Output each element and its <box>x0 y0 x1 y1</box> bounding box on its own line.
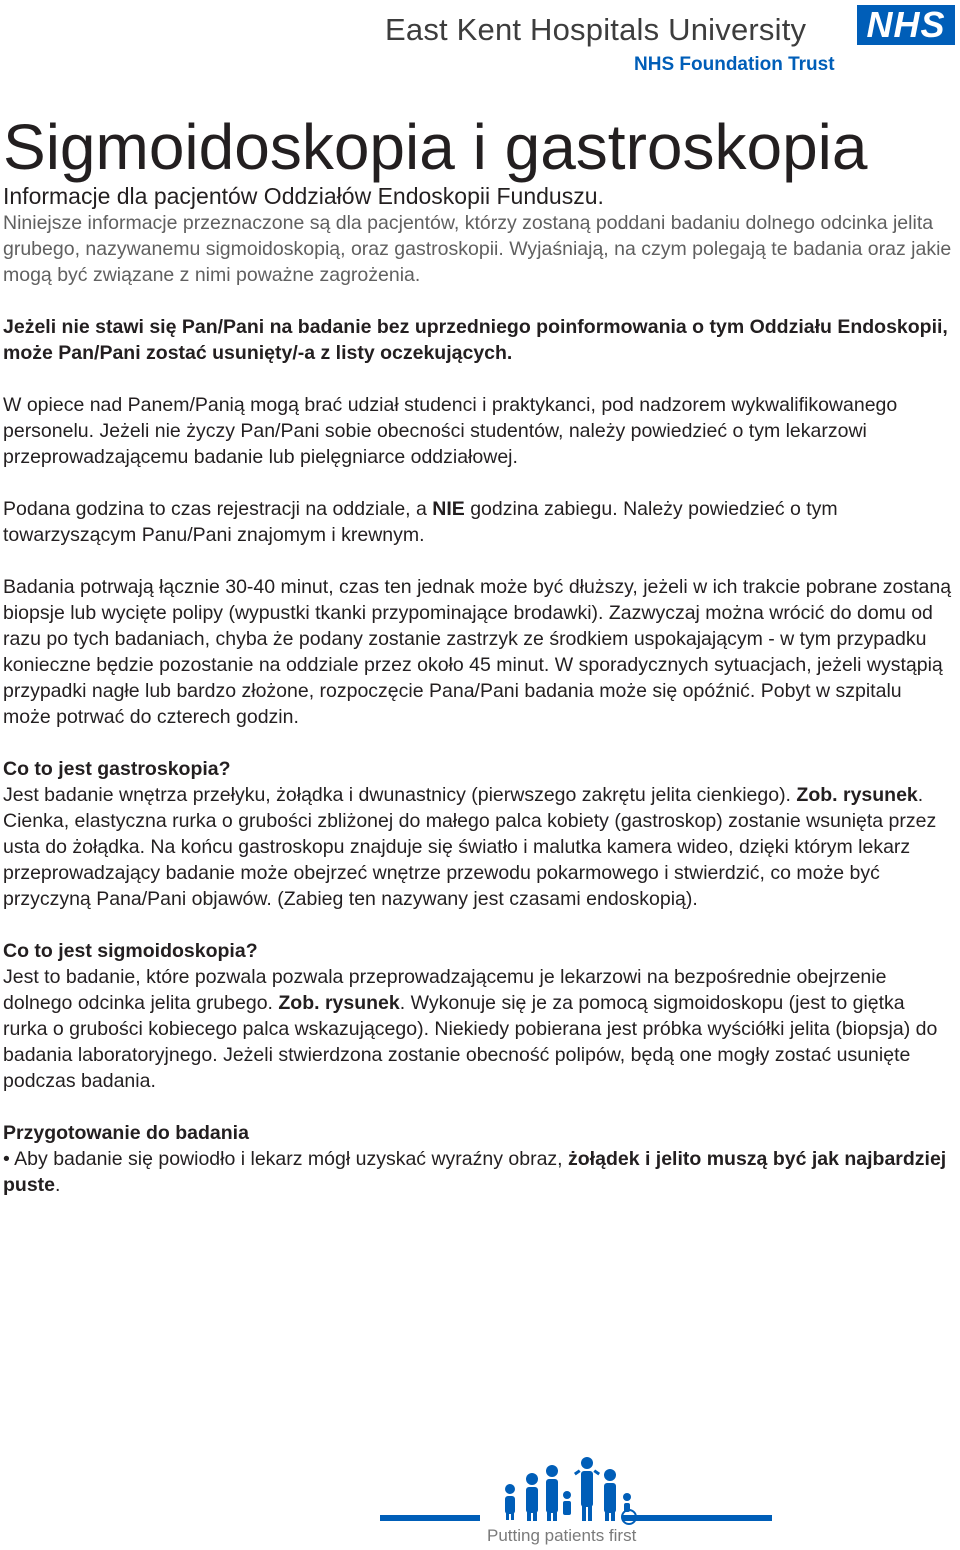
patients-first-logo <box>380 1455 780 1545</box>
document-body <box>3 112 953 1198</box>
org-name: East Kent Hospitals University <box>385 12 807 47</box>
intro-paragraph: Niniejsze informacje przeznaczone są dla pacjentów, którzy zostaną poddani badaniu dolnego odcinka jelita grubego, nazywanemu sigmoidoskopią, oraz gastroskopii. Wyjaśniają, na czym polegają te badania oraz jakie mogą być związane z nimi poważne zagrożenia. <box>3 212 952 286</box>
gastro-text-2: . Cienka, elastyczna rurka o grubości zbliżonej do małego palca kobiety (gastroskop) zostanie wsunięta przez usta do żołądka. Na końcu gastroskopu znajduje się światło i malutka kamera wideo, dzięki którym lekarz przeprowadzający badanie może obejrzeć wnętrze przewodu pokarmowego i stwierdzić, co może być przyczyną Pana/Pani objawów. (Zabieg ten nazywany jest czasami endoskopią). <box>3 784 937 910</box>
sigmo-paragraph <box>3 964 953 1094</box>
prep-emphasis: żołądek i jelito muszą być jak najbardziej puste <box>3 1148 947 1196</box>
duration-paragraph: Badania potrwają łącznie 30-40 minut, czas ten jednak może być dłuższy, jeżeli w ich trakcie pobrane zostaną biopsje lub wycięte polipy (wypustki tkanki przypominające brodawki). Zazwyczaj można wrócić do domu od razu po tych badaniach, chyba że podany zostanie zastrzyk ze środkiem uspokajającym - w tym przypadku konieczne będzie pozostanie na oddziale przez około 45 minut. W sporadycznych sytuacjach, jeżeli wystąpią przypadki nagłe lub bardzo złożone, rozpoczęcie Pana/Pani badania może się opóźnić. Pobyt w szpitalu może potrwać do czterech godzin. <box>3 576 952 728</box>
person-figure-1-icon <box>505 1484 515 1494</box>
footer-tagline: Putting patients first <box>487 1526 637 1545</box>
prep-text-1: Aby badanie się powiodło i lekarz mógł uzyskać wyraźny obraz, <box>9 1148 569 1170</box>
page-title: Sigmoidoskopia i gastroskopia <box>3 111 868 183</box>
time-text-1: Podana godzina to czas rejestracji na oddziale, a <box>3 498 433 520</box>
person-figure-4-icon <box>563 1491 571 1499</box>
page-header <box>0 0 960 90</box>
nhs-logo: NHS <box>857 5 955 45</box>
wheelchair-icon <box>623 1493 631 1501</box>
students-paragraph: W opiece nad Panem/Panią mogą brać udział studenci i praktykanci, pod nadzorem wykwalifikowanego personelu. Jeżeli nie życzy Pan/Pani sobie obecności studentów, należy powiedzieć o tym lekarzowi przeprowadzającemu badanie lub pielęgniarce oddziałowej. <box>3 394 898 468</box>
time-emphasis: NIE <box>432 498 465 520</box>
bullet-marker: • <box>3 1148 10 1170</box>
prep-heading: Przygotowanie do badania <box>3 1122 249 1144</box>
warning-paragraph: Jeżeli nie stawi się Pan/Pani na badanie bez uprzedniego poinformowania o tym Oddziału Endoskopii, może Pan/Pani zostać usunięty/-a z listy oczekujących. <box>3 316 948 364</box>
time-text-2: godzina zabiegu. Należy powiedzieć o tym towarzyszącym Panu/Pani znajomym i krewnym. <box>3 498 838 546</box>
person-figure-2-icon <box>526 1473 538 1485</box>
prep-text-2: . <box>55 1174 61 1196</box>
sigmo-heading: Co to jest sigmoidoskopia? <box>3 940 258 962</box>
sigmo-text-2: . Wykonuje się je za pomocą sigmoidoskopu (jest to giętka rurka o grubości kobiecego palca wskazującego). Niekiedy pobierana jest próbka wyściółki jelita (biopsja) do badania laboratoryjnego. Jeżeli stwierdzona zostanie obecność polipów, będą one mogły zostać usunięte podczas badania. <box>3 992 938 1092</box>
time-paragraph <box>3 496 953 548</box>
gastro-paragraph <box>3 782 953 912</box>
gastro-heading: Co to jest gastroskopia? <box>3 758 231 780</box>
person-figure-3-icon <box>546 1465 558 1477</box>
sigmo-figure-ref: Zob. rysunek <box>278 992 400 1014</box>
gastro-figure-ref: Zob. rysunek <box>796 784 918 806</box>
person-figure-6-icon <box>604 1469 616 1481</box>
trust-name: NHS Foundation Trust <box>634 54 835 75</box>
page-subtitle: Informacje dla pacjentów Oddziałów Endoskopii Funduszu. <box>3 183 604 209</box>
sigmo-text-1: Jest to badanie, które pozwala pozwala przeprowadzającemu je lekarzowi na bezpośrednie obejrzenie dolnego odcinka jelita grubego. <box>3 966 887 1014</box>
gastro-text-1: Jest badanie wnętrza przełyku, żołądka i dwunastnicy (pierwszego zakrętu jelita cienkiego). <box>3 784 797 806</box>
person-figure-5-icon <box>581 1457 593 1469</box>
prep-bullet-item <box>3 1146 953 1198</box>
